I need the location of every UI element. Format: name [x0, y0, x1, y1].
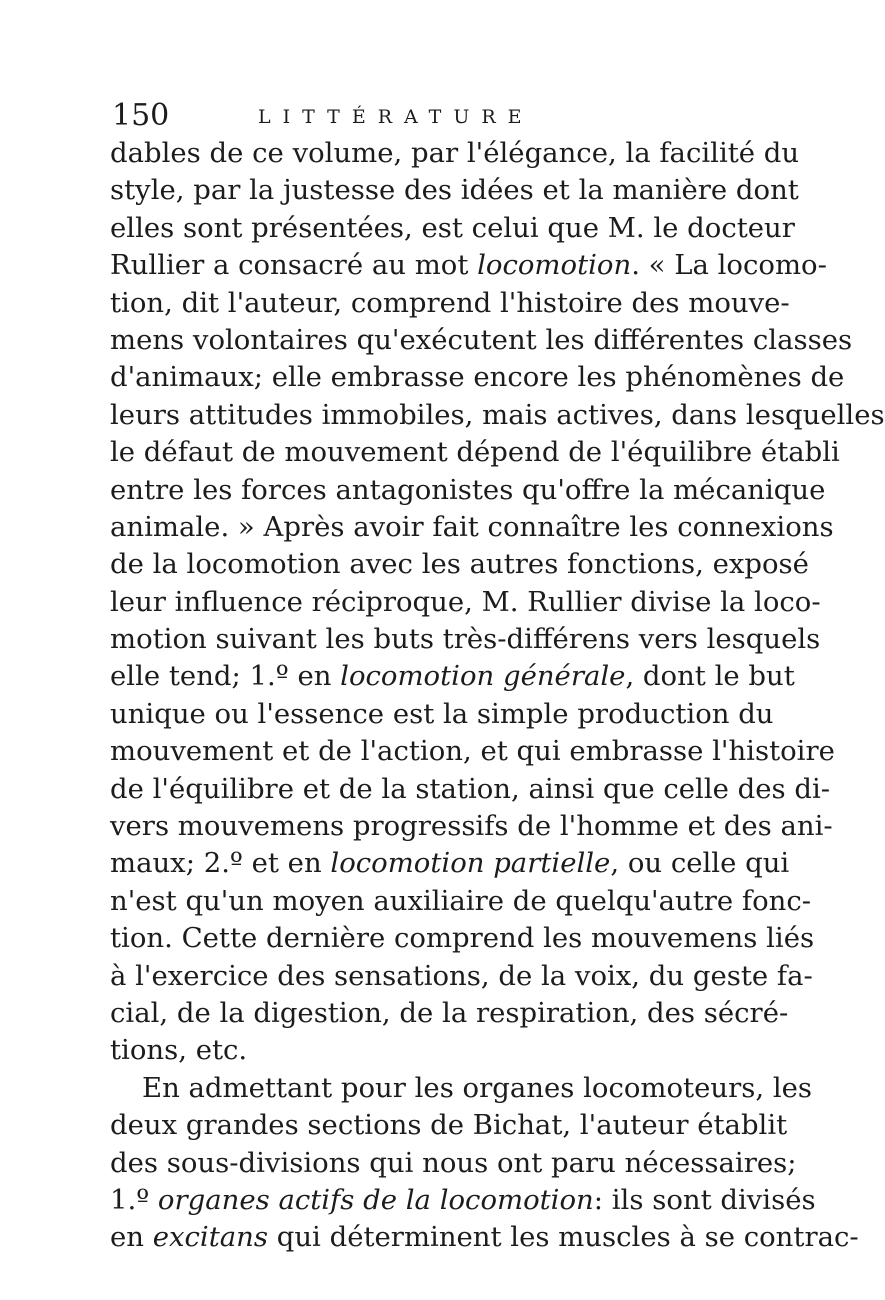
text-segment: : ils sont divisés	[593, 1183, 816, 1216]
text-segment: En admettant pour les organes locomoteurs, les	[142, 1071, 813, 1104]
text-segment: animale. » Après avoir fait connaître les connexions	[110, 510, 834, 543]
text-line	[110, 247, 827, 284]
text-line	[110, 1032, 685, 1069]
text-segment: de la locomotion avec les autres fonctions, exposé	[110, 548, 809, 581]
text-segment: style, par la justesse des idées et la manière dont	[110, 174, 799, 207]
text-segment: elles sont présentées, est celui que M. le docteur	[110, 211, 795, 244]
text-line	[110, 210, 795, 247]
text-line	[110, 434, 840, 471]
text-line	[110, 546, 809, 583]
text-segment: dables de ce volume, par l'élégance, la facilité du	[110, 137, 800, 169]
text-segment: d'animaux; elle embrasse encore les phénomènes de	[110, 361, 845, 394]
text-line	[110, 1145, 797, 1182]
text-segment: motion suivant les buts très-différens vers lesquels	[110, 623, 821, 656]
text-line	[110, 509, 834, 546]
text-segment: unique ou l'essence est la simple production du	[110, 697, 774, 730]
page-number: 150	[112, 98, 170, 133]
text-line	[110, 771, 831, 808]
text-segment: tion, dit l'auteur, comprend l'histoire des mouve-	[110, 286, 790, 319]
text-line	[110, 808, 833, 845]
text-line	[110, 1070, 813, 1107]
text-line	[110, 658, 795, 695]
text-segment: , dont le but	[625, 660, 795, 693]
text-segment: deux grandes sections de Bichat, l'auteur établit	[110, 1109, 788, 1142]
text-line	[110, 696, 774, 733]
text-line	[110, 285, 790, 322]
text-line	[110, 1219, 859, 1256]
text-segment: de l'équilibre et de la station, ainsi que celle des di-	[110, 772, 831, 805]
italic-term: excitans	[152, 1221, 268, 1254]
text-line	[110, 135, 800, 172]
running-title: LITTÉRATURE	[258, 106, 534, 128]
text-segment: mouvement et de l'action, et qui embrasse l'histoire	[110, 735, 835, 768]
text-line	[110, 584, 821, 621]
text-line	[110, 733, 835, 770]
page-header	[112, 96, 692, 136]
text-segment: cial, de la digestion, de la respiration, des sécré-	[110, 996, 789, 1029]
italic-term: locomotion générale	[340, 660, 626, 693]
text-line	[110, 995, 789, 1032]
text-segment: n'est qu'un moyen auxiliaire de quelqu'autre fonc-	[110, 884, 812, 917]
text-segment: mens volontaires qu'exécutent les différentes classes	[110, 323, 853, 356]
text-segment: leur influence réciproque, M. Rullier divise la loco-	[110, 585, 821, 618]
text-line	[110, 920, 815, 957]
text-line	[110, 621, 821, 658]
italic-term: locomotion partielle	[330, 847, 611, 880]
text-segment: maux; 2.º et en	[110, 847, 331, 880]
text-line	[110, 1182, 816, 1219]
text-line	[110, 958, 813, 995]
text-line	[110, 472, 826, 509]
text-line	[110, 845, 790, 882]
text-segment: , ou celle qui	[610, 847, 790, 880]
text-segment: leurs attitudes immobiles, mais actives, dans lesquelles	[110, 398, 885, 431]
text-line	[110, 1107, 788, 1144]
text-line	[110, 359, 845, 396]
text-segment: tion. Cette dernière comprend les mouvemens liés	[110, 922, 815, 955]
text-line	[110, 883, 812, 920]
text-segment: 1.º	[110, 1183, 158, 1216]
text-segment: à l'exercice des sensations, de la voix, du geste fa-	[110, 959, 813, 992]
text-segment: le défaut de mouvement dépend de l'équilibre établi	[110, 436, 840, 469]
text-segment: en	[110, 1221, 153, 1254]
italic-term: locomotion	[477, 249, 632, 282]
text-segment: vers mouvemens progressifs de l'homme et des ani-	[110, 810, 833, 843]
text-line	[110, 397, 885, 434]
text-line	[110, 172, 799, 209]
text-line	[110, 322, 853, 359]
italic-term: organes actifs de la locomotion	[157, 1183, 594, 1216]
text-segment: entre les forces antagonistes qu'offre la mécanique	[110, 473, 826, 506]
text-segment: des sous-divisions qui nous ont paru nécessaires;	[110, 1146, 797, 1179]
body-text	[110, 135, 885, 1257]
text-segment: tions, etc.	[110, 1034, 248, 1067]
text-segment: Rullier a consacré au mot	[110, 249, 478, 282]
text-segment: elle tend; 1.º en	[110, 660, 341, 693]
text-segment: qui déterminent les muscles à se contrac-	[268, 1221, 859, 1254]
text-segment: . « La locomo-	[631, 249, 827, 282]
